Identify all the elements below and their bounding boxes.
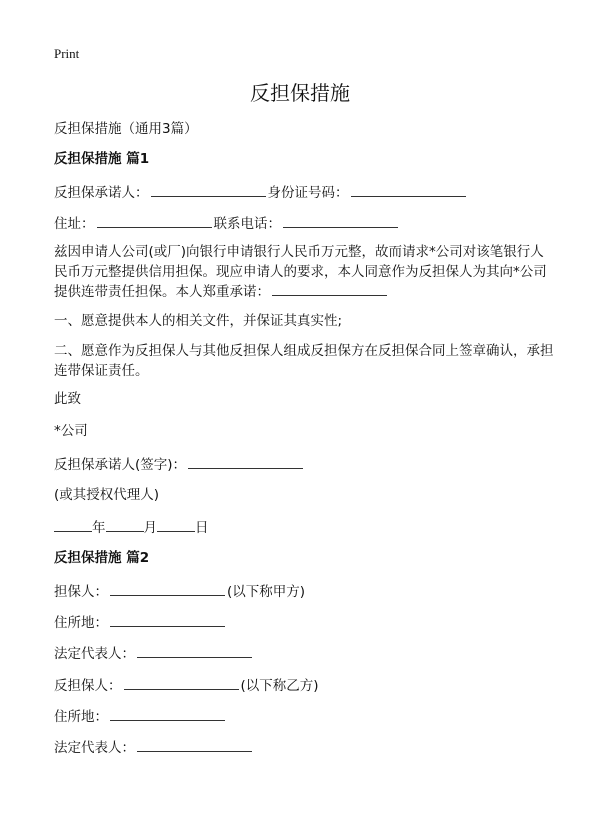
blank-field (137, 738, 252, 752)
label: 住所地： (54, 709, 108, 725)
residence-line-2 (54, 707, 227, 725)
page-title: 反担保措施 (250, 81, 350, 105)
blank-field (351, 183, 466, 197)
blank-field (110, 613, 225, 627)
blank-field (106, 518, 144, 532)
label: 反担保承诺人(签字)： (54, 457, 187, 473)
guarantor-line (54, 582, 305, 600)
recipient: *公司 (54, 423, 88, 439)
label: 身份证号码： (267, 185, 349, 201)
rep-line-2 (54, 738, 254, 756)
label: (以下称甲方) (227, 584, 306, 600)
blank-field (283, 214, 398, 228)
label: 法定代表人： (54, 646, 135, 662)
label: 法定代表人： (54, 740, 135, 756)
label: 反担保人： (54, 678, 122, 694)
paragraph-text: 兹因申请人公司(或厂)向银行申请银行人民币万元整，故而请求*公司对该笔银行人民币万元整提供信用担保。现应申请人的要求，本人同意作为反担保人为其向*公司提供连带责任担保。本人郑重承诺： (54, 244, 547, 300)
blank-field (110, 582, 225, 596)
label: 住所地： (54, 615, 108, 631)
guarantor-id-line (54, 183, 468, 201)
blank-field (157, 518, 195, 532)
residence-line (54, 613, 227, 631)
agent: (或其授权代理人) (54, 487, 160, 503)
blank-field (97, 214, 212, 228)
label: 担保人： (54, 584, 108, 600)
blank-field (272, 282, 387, 296)
section-1-heading: 反担保措施 篇1 (54, 151, 150, 167)
blank-field (54, 518, 92, 532)
blank-field (110, 707, 225, 721)
year-label: 年 (92, 520, 106, 536)
section-2-heading: 反担保措施 篇2 (54, 550, 150, 566)
date-line (54, 518, 209, 536)
item-2: 二、愿意作为反担保人与其他反担保人组成反担保方在反担保合同上签章确认，承担连带保证责任。 (54, 343, 554, 379)
blank-field (124, 676, 239, 690)
paragraph (54, 243, 554, 303)
blank-field (188, 455, 303, 469)
label: 住址： (54, 216, 95, 232)
closing: 此致 (54, 391, 81, 407)
rep-line (54, 644, 254, 662)
subtitle: 反担保措施（通用3篇） (54, 121, 198, 137)
label: 反担保承诺人： (54, 185, 149, 201)
print-link[interactable]: Print (54, 46, 80, 61)
blank-field (151, 183, 266, 197)
label: 联系电话： (213, 216, 281, 232)
signature-line (54, 455, 305, 473)
day-label: 日 (195, 520, 209, 536)
counter-guarantor-line (54, 676, 319, 694)
month-label: 月 (143, 520, 157, 536)
address-phone-line (54, 214, 400, 232)
blank-field (137, 644, 252, 658)
label: (以下称乙方) (240, 678, 319, 694)
item-1: 一、愿意提供本人的相关文件，并保证其真实性; (54, 313, 343, 329)
